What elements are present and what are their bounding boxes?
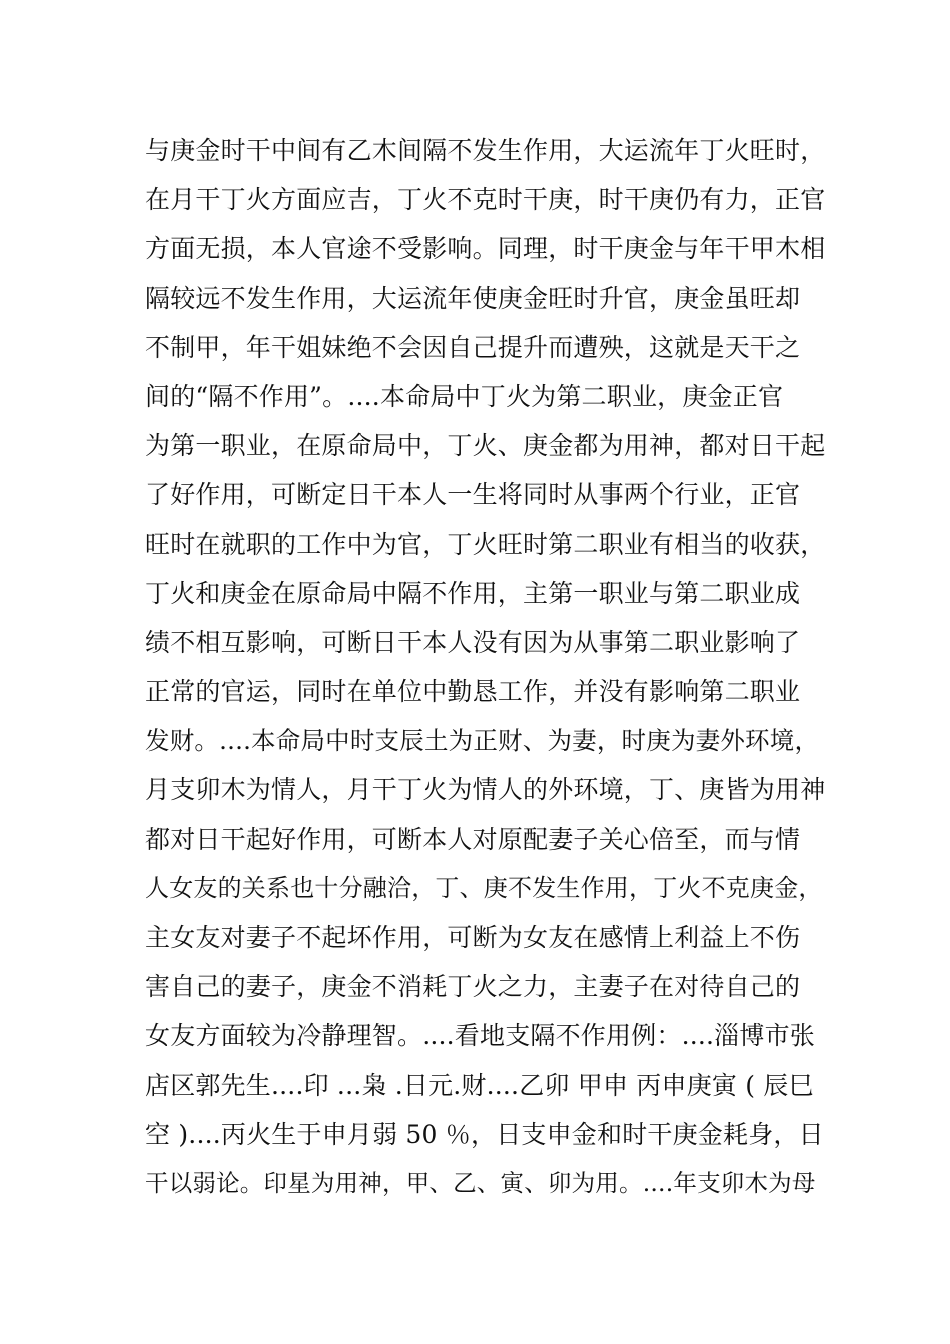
text-line: 旺时在就职的工作中为官，丁火旺时第二职业有相当的收获， [145, 529, 826, 559]
text-line: 人女友的关系也十分融洽，丁、庚不发生作用，丁火不克庚金， [145, 873, 823, 902]
body-text [145, 126, 825, 1208]
text-line: 害自己的妻子，庚金不消耗丁火之力，主妻子在对待自己的 [145, 972, 801, 1002]
text-line: 店区郭先生....印 ...枭 .日元.财....乙卯 甲申 丙申庚寅 ( 辰巳 [145, 1070, 814, 1100]
text-line: 都对日干起好作用，可断本人对原配妻子关心倍至，而与情 [145, 824, 801, 854]
text-line: 女友方面较为冷静理智。....看地支隔不作用例：....淄博市张 [145, 1021, 815, 1051]
text-line: 在月干丁火方面应吉，丁火不克时干庚，时干庚仍有力，正官 [145, 185, 826, 215]
text-line: 与庚金时干中间有乙木间隔不发生作用，大运流年丁火旺时， [145, 136, 826, 165]
text-line: 为第一职业，在原命局中，丁火、庚金都为用神，都对日干起 [145, 431, 826, 461]
text-line: 丁火和庚金在原命局中隔不作用，主第一职业与第二职业成 [145, 578, 801, 608]
text-line: 了好作用，可断定日干本人一生将同时从事两个行业，正官 [145, 480, 801, 510]
text-line: 不制甲，年干姐妹绝不会因自己提升而遭殃，这就是天干之 [145, 332, 801, 362]
text-line: 方面无损，本人官途不受影响。同理，时干庚金与年干甲木相 [145, 234, 826, 264]
text-line: 空 )....丙火生于申月弱 50 ％，日支申金和时干庚金耗身，日 [145, 1119, 824, 1149]
text-line: 主女友对妻子不起坏作用，可断为女友在感情上利益上不伤 [145, 923, 801, 952]
text-line: 月支卯木为情人，月干丁火为情人的外环境，丁、庚皆为用神 [145, 775, 826, 805]
text-line: 发财。....本命局中时支辰土为正财、为妻，时庚为妻外环境， [145, 726, 820, 756]
text-line: 干以弱论。印星为用神，甲、乙、寅、卯为用。....年支卯木为母 [145, 1168, 816, 1197]
text-line: 隔较远不发生作用，大运流年使庚金旺时升官，庚金虽旺却 [145, 283, 801, 313]
text-line: 正常的官运，同时在单位中勤恳工作，并没有影响第二职业 [145, 677, 801, 707]
text-line: 间的“隔不作用”。....本命局中丁火为第二职业，庚金正官 [145, 381, 784, 411]
text-line: 绩不相互影响，可断日干本人没有因为从事第二职业影响了 [145, 627, 801, 657]
